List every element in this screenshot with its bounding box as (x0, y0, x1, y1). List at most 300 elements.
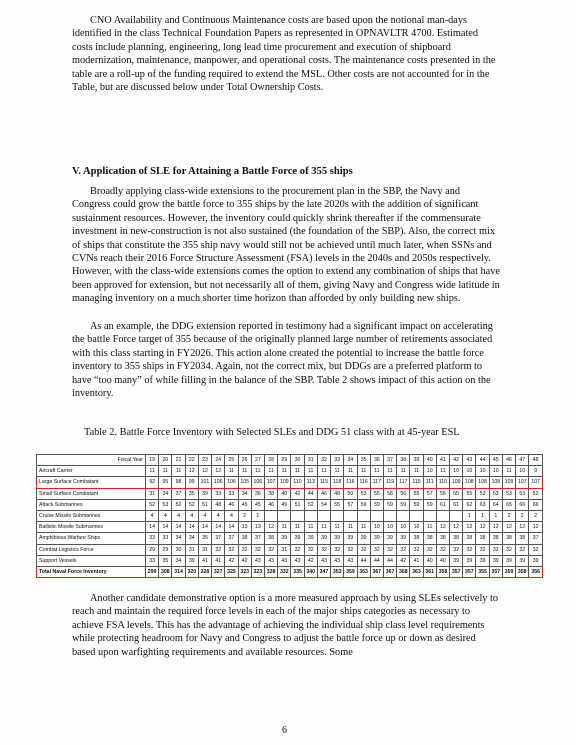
table-cell: 109 (278, 477, 291, 488)
year-header-cell: 40 (423, 455, 436, 466)
table-cell (344, 510, 357, 521)
table-cell: 33 (146, 555, 159, 566)
table-cell: 55 (331, 499, 344, 510)
year-header-cell: 44 (476, 455, 489, 466)
table-cell: 40 (278, 488, 291, 499)
table-cell: 359 (344, 566, 357, 577)
table-cell: 53 (476, 488, 489, 499)
table-cell: 356 (529, 566, 543, 577)
table-cell: 355 (476, 566, 489, 577)
table-cell: 113 (304, 477, 317, 488)
table-cell: 11 (357, 466, 370, 477)
year-header-cell: 36 (370, 455, 383, 466)
table-cell: 11 (159, 466, 172, 477)
table-cell: 327 (212, 566, 225, 577)
table-cell: 39 (529, 555, 543, 566)
table-row (37, 477, 543, 488)
table-cell: 38 (489, 533, 502, 544)
table-cell: 33 (212, 488, 225, 499)
table-cell: 61 (450, 499, 463, 510)
table-header-row (37, 455, 543, 466)
table-cell: 106 (225, 477, 238, 488)
table-cell: 39 (502, 555, 515, 566)
table-caption: Table 2. Battle Force Inventory with Selected SLEs and DDG 51 class with at 45-year ESL (84, 427, 460, 438)
table-cell: 14 (198, 522, 211, 533)
table-cell: 357 (463, 566, 476, 577)
table-cell (410, 510, 423, 521)
year-header-cell: 29 (278, 455, 291, 466)
table-cell: 11 (331, 522, 344, 533)
table-cell: 1 (463, 510, 476, 521)
table-cell: 39 (317, 533, 330, 544)
table-cell: 12 (212, 466, 225, 477)
year-header-cell: 42 (450, 455, 463, 466)
table-cell: 32 (304, 544, 317, 555)
table-cell: 59 (383, 499, 396, 510)
table-cell: 335 (291, 566, 304, 577)
table-row (37, 533, 543, 544)
table-cell: 46 (264, 499, 277, 510)
table-cell: 40 (436, 555, 449, 566)
table-cell: 358 (436, 566, 449, 577)
table-cell: 39 (357, 533, 370, 544)
table-cell: 55 (410, 488, 423, 499)
year-header-cell: 19 (146, 455, 159, 466)
table-cell: 357 (450, 566, 463, 577)
year-header-cell: 47 (516, 455, 529, 466)
table-cell: 363 (357, 566, 370, 577)
table-cell (291, 510, 304, 521)
table-cell: 11 (278, 522, 291, 533)
table-cell: 48 (212, 499, 225, 510)
table-cell: 108 (463, 477, 476, 488)
table-cell: 46 (317, 488, 330, 499)
table-cell: 13 (251, 522, 264, 533)
table-cell: 43 (278, 555, 291, 566)
table-cell: 53 (357, 488, 370, 499)
table-cell: 32 (529, 544, 543, 555)
table-cell: 11 (331, 466, 344, 477)
table-cell: 32 (436, 544, 449, 555)
table-cell: 59 (357, 499, 370, 510)
table-cell: 4 (159, 510, 172, 521)
table-cell: 42 (397, 555, 410, 566)
table-cell: 39 (291, 533, 304, 544)
table-cell: 46 (225, 499, 238, 510)
table-cell: 44 (383, 555, 396, 566)
table-cell: 50 (344, 488, 357, 499)
table-cell: 43 (291, 555, 304, 566)
table-cell: 357 (489, 566, 502, 577)
table-cell: 11 (410, 466, 423, 477)
table-cell: 359 (502, 566, 515, 577)
table-cell: 37 (225, 533, 238, 544)
table-cell: 12 (264, 522, 277, 533)
table-cell: 35 (159, 555, 172, 566)
year-header-cell: 46 (502, 455, 515, 466)
year-header-cell: 35 (357, 455, 370, 466)
row-label: Aircraft Carrier (37, 466, 146, 477)
table-cell: 32 (463, 544, 476, 555)
table-cell: 11 (264, 466, 277, 477)
table-cell: 332 (278, 566, 291, 577)
table-cell: 367 (370, 566, 383, 577)
table-cell: 37 (529, 533, 543, 544)
table-cell: 11 (357, 522, 370, 533)
table-cell: 55 (370, 488, 383, 499)
table-cell: 108 (476, 477, 489, 488)
year-header-cell: 45 (489, 455, 502, 466)
table-cell (450, 510, 463, 521)
table-cell: 323 (238, 566, 251, 577)
table-cell: 12 (450, 522, 463, 533)
table-cell: 105 (238, 477, 251, 488)
table-body (37, 455, 543, 578)
table-cell: 101 (198, 477, 211, 488)
row-label: Ballistic Missile Submarines (37, 522, 146, 533)
table-cell: 63 (476, 499, 489, 510)
table-cell: 65 (502, 499, 515, 510)
year-header-cell: 24 (212, 455, 225, 466)
table-cell (436, 510, 449, 521)
table-cell: 42 (225, 555, 238, 566)
table-cell: 9 (529, 466, 543, 477)
year-header-cell: 21 (172, 455, 185, 466)
table-cell: 12 (436, 522, 449, 533)
table-row (37, 544, 543, 555)
table-cell: 4 (172, 510, 185, 521)
row-label: Cruise Missile Submarines (37, 510, 146, 521)
paragraph-measured-approach: Another candidate demonstrative option is a more measured approach by using SLEs selectively to reach and maintain the required force levels in each of the major ships categories as necessary to achieve FSA levels. This has the advantage of achieving the individual ship class level requirements while protecting headroom for Navy and Congress to adjust the battle force up or down as desired based upon warfighting requirements and available resources. Some (72, 593, 499, 658)
table-cell (304, 510, 317, 521)
table-cell: 10 (489, 466, 502, 477)
table-cell: 66 (529, 499, 543, 510)
table-cell: 57 (344, 499, 357, 510)
table-cell: 107 (516, 477, 529, 488)
table-cell: 40 (423, 555, 436, 566)
table-cell: 42 (291, 488, 304, 499)
table-cell: 34 (185, 533, 198, 544)
table-row (37, 499, 543, 510)
table-cell: 11 (383, 466, 396, 477)
table-cell: 106 (212, 477, 225, 488)
table-cell: 38 (264, 488, 277, 499)
table-cell: 4 (185, 510, 198, 521)
table-cell: 108 (489, 477, 502, 488)
table-cell: 43 (317, 555, 330, 566)
table-cell: 38 (264, 533, 277, 544)
table-cell: 34 (238, 488, 251, 499)
table-cell: 14 (225, 522, 238, 533)
table-cell: 10 (397, 522, 410, 533)
table-cell: 59 (397, 499, 410, 510)
table-cell: 109 (502, 477, 515, 488)
table-cell: 59 (410, 499, 423, 510)
table-cell: 38 (450, 533, 463, 544)
table-cell: 11 (344, 522, 357, 533)
table-cell: 10 (463, 466, 476, 477)
table-cell: 118 (331, 477, 344, 488)
table-cell: 11 (146, 466, 159, 477)
table-cell: 42 (304, 555, 317, 566)
table-cell: 32 (331, 544, 344, 555)
table-cell: 43 (251, 555, 264, 566)
header-label: Fiscal Year (37, 455, 146, 466)
table-cell: 11 (278, 466, 291, 477)
year-header-cell: 32 (317, 455, 330, 466)
table-cell (331, 510, 344, 521)
section-heading: V. Application of SLE for Attaining a Battle Force of 355 ships (72, 166, 353, 177)
table-cell: 32 (423, 544, 436, 555)
table-cell: 52 (172, 499, 185, 510)
table-cell: 39 (476, 555, 489, 566)
table-cell: 11 (172, 466, 185, 477)
table-cell: 39 (331, 533, 344, 544)
table-cell: 106 (251, 477, 264, 488)
year-header-cell: 26 (238, 455, 251, 466)
table-cell: 45 (251, 499, 264, 510)
table-cell: 39 (185, 555, 198, 566)
table-cell: 56 (436, 488, 449, 499)
table-cell: 11 (317, 466, 330, 477)
table-cell: 39 (304, 533, 317, 544)
table-cell: 328 (198, 566, 211, 577)
table-cell: 52 (304, 499, 317, 510)
table-cell: 11 (502, 466, 515, 477)
table-cell: 39 (370, 533, 383, 544)
table-cell: 12 (463, 522, 476, 533)
table-cell: 12 (529, 522, 543, 533)
table-cell: 32 (450, 544, 463, 555)
table-cell: 4 (198, 510, 211, 521)
table-cell: 2 (529, 510, 543, 521)
table-cell: 44 (357, 555, 370, 566)
table-row (37, 466, 543, 477)
table-cell: 11 (436, 466, 449, 477)
table-cell: 33 (146, 533, 159, 544)
year-header-cell: 43 (463, 455, 476, 466)
table-cell: 39 (344, 533, 357, 544)
table-cell: 12 (185, 466, 198, 477)
table-cell: 66 (516, 499, 529, 510)
paragraph-maintenance-costs: CNO Availability and Continuous Maintenance costs are based upon the notional man-days identified in the class Technical Foundation Papers as represented in OPNAVLTR 4700. Estimated costs include planning, engineering, long lead time procurement and execution of shipboard modernization, maintenance, manpower, and operational costs. The maintenance costs presented in the table are a roll-up of the funding required to extend the MSL. Other costs are not accounted for in the Table, but are discussed below under Total Ownership Costs. (72, 15, 496, 94)
table-cell: 32 (410, 544, 423, 555)
table-cell: 14 (159, 522, 172, 533)
table-cell: 14 (146, 522, 159, 533)
table-cell: 32 (357, 544, 370, 555)
table-cell: 32 (370, 544, 383, 555)
table-cell: 53 (516, 488, 529, 499)
table-cell: 368 (397, 566, 410, 577)
row-label: Small Surface Combatant (37, 488, 146, 499)
table-cell: 51 (198, 499, 211, 510)
table-cell: 44 (304, 488, 317, 499)
table-cell: 367 (383, 566, 396, 577)
table-cell: 308 (159, 566, 172, 577)
table-cell: 29 (159, 544, 172, 555)
table-row (37, 488, 543, 499)
row-label: Support Vessels (37, 555, 146, 566)
table-cell: 10 (383, 522, 396, 533)
row-label: Combat Logistics Force (37, 544, 146, 555)
year-header-cell: 37 (383, 455, 396, 466)
table-cell: 38 (516, 533, 529, 544)
table-cell: 55 (450, 488, 463, 499)
year-header-cell: 34 (344, 455, 357, 466)
table-cell: 31 (146, 488, 159, 499)
table-cell: 117 (370, 477, 383, 488)
table-cell (423, 510, 436, 521)
table-cell: 39 (450, 555, 463, 566)
table-cell (383, 510, 396, 521)
row-label: Large Surface Combatant (37, 477, 146, 488)
table-cell: 34 (172, 533, 185, 544)
table-cell: 13 (238, 522, 251, 533)
table-cell: 51 (291, 499, 304, 510)
table-cell: 29 (146, 544, 159, 555)
table-cell: 111 (423, 477, 436, 488)
table-cell: 14 (212, 522, 225, 533)
table-cell: 49 (278, 499, 291, 510)
table-cell: 39 (278, 533, 291, 544)
table-cell: 32 (264, 544, 277, 555)
table-cell: 10 (423, 466, 436, 477)
table-cell: 92 (146, 477, 159, 488)
table-cell: 31 (198, 544, 211, 555)
table-cell: 328 (264, 566, 277, 577)
table-cell: 353 (331, 566, 344, 577)
table-cell: 41 (198, 555, 211, 566)
table-cell: 32 (238, 544, 251, 555)
table-cell: 41 (410, 555, 423, 566)
paragraph-class-wide-extensions: Broadly applying class-wide extensions to the procurement plan in the SBP, the Navy and Congress could grow the battle force to 355 ships by the late 2020s with the addition of significant sustainment resources. However, the inventory could quickly shrink thereafter if the commensurate investment in new-construction is not also sustained (the foundation of the SBP). Also, the correct mix of ships that constitute the 355 ship navy would still not be achieved until much later, when SSNs and CVNs reach their 2016 Force Structure Assessment (FSA) levels in the 2040s and 2050s respectively. However, with the class-wide extensions comes the option to extend any combination of ships that have been approved for extension, but not necessarily all of them, giving Navy and Congress wide latitude in managing inventory on a much shorter time horizon than afforded by only building new ships. (72, 186, 500, 305)
table-cell: 39 (489, 555, 502, 566)
table-cell: 361 (423, 566, 436, 577)
year-header-cell: 20 (159, 455, 172, 466)
table-cell: 38 (476, 533, 489, 544)
table-cell: 56 (383, 488, 396, 499)
table-cell: 32 (476, 544, 489, 555)
table-cell: 4 (212, 510, 225, 521)
table-cell: 14 (185, 522, 198, 533)
table-cell: 11 (397, 466, 410, 477)
table-cell: 32 (344, 544, 357, 555)
table-cell: 38 (502, 533, 515, 544)
table-cell: 325 (225, 566, 238, 577)
table-cell: 37 (172, 488, 185, 499)
paragraph-ddg-extension: As an example, the DDG extension reported in testimony had a significant impact on accelerating the battle Force target of 355 because of the originally planned large number of retirements associated with this class starting in FY2026. This action alone created the potential to increase the battle force inventory to 355 ships in FY2034. Again, not the correct mix, but DDGs are a preferred platform to have “too many” of while filling in the balance of the SBP. Table 2 shows impact of this action on the inventory. (72, 321, 493, 400)
table-cell: 36 (251, 488, 264, 499)
table-cell: 107 (529, 477, 543, 488)
table-cell: 37 (212, 533, 225, 544)
table-cell: 119 (383, 477, 396, 488)
table-cell: 10 (370, 522, 383, 533)
table-cell: 37 (251, 533, 264, 544)
year-header-cell: 23 (198, 455, 211, 466)
table-cell (357, 510, 370, 521)
table-cell: 39 (516, 555, 529, 566)
table-cell: 363 (410, 566, 423, 577)
table-cell (317, 510, 330, 521)
table-cell (278, 510, 291, 521)
table-cell: 115 (410, 477, 423, 488)
table-cell: 34 (159, 488, 172, 499)
table-cell: 55 (463, 488, 476, 499)
table-cell: 10 (450, 466, 463, 477)
year-header-cell: 22 (185, 455, 198, 466)
table-cell: 35 (198, 533, 211, 544)
table-cell: 52 (146, 499, 159, 510)
table-cell: 11 (304, 522, 317, 533)
table-cell: 43 (331, 555, 344, 566)
year-header-cell: 39 (410, 455, 423, 466)
table-cell: 48 (331, 488, 344, 499)
table-cell: 53 (159, 499, 172, 510)
table-cell: 1 (476, 510, 489, 521)
table-cell: 2 (516, 510, 529, 521)
table-cell: 32 (397, 544, 410, 555)
table-cell: 116 (357, 477, 370, 488)
table-cell: 32 (225, 544, 238, 555)
table-cell: 12 (476, 522, 489, 533)
table-cell: 32 (317, 544, 330, 555)
year-header-cell: 27 (251, 455, 264, 466)
table-cell: 12 (489, 522, 502, 533)
table-cell: 117 (397, 477, 410, 488)
table-cell: 57 (423, 488, 436, 499)
table-cell: 62 (463, 499, 476, 510)
year-header-cell: 28 (264, 455, 277, 466)
table-cell: 11 (317, 522, 330, 533)
table-cell: 11 (225, 466, 238, 477)
battle-force-inventory-table (36, 454, 543, 578)
table-cell: 11 (304, 466, 317, 477)
table-cell: 38 (238, 533, 251, 544)
table-cell: 115 (317, 477, 330, 488)
table-cell: 43 (344, 555, 357, 566)
table-cell: 32 (383, 544, 396, 555)
table-cell: 2 (238, 510, 251, 521)
table-cell: 31 (185, 544, 198, 555)
table-cell: 39 (397, 533, 410, 544)
page-number: 6 (282, 725, 287, 736)
year-header-cell: 38 (397, 455, 410, 466)
table-cell: 10 (410, 522, 423, 533)
year-header-cell: 33 (331, 455, 344, 466)
table-cell: 39 (383, 533, 396, 544)
table-cell: 59 (423, 499, 436, 510)
table-cell: 110 (436, 477, 449, 488)
table-cell: 11 (344, 466, 357, 477)
table-cell: 59 (370, 499, 383, 510)
table-cell: 53 (489, 488, 502, 499)
table-cell: 31 (278, 544, 291, 555)
table-cell: 41 (212, 555, 225, 566)
table-cell: 38 (410, 533, 423, 544)
table-cell: 33 (225, 488, 238, 499)
table-cell: 314 (172, 566, 185, 577)
table-cell: 1 (251, 510, 264, 521)
table-cell: 11 (251, 466, 264, 477)
table-cell: 10 (476, 466, 489, 477)
table-cell: 4 (225, 510, 238, 521)
table-cell: 107 (264, 477, 277, 488)
table-cell (397, 510, 410, 521)
table-cell: 110 (291, 477, 304, 488)
table-cell: 56 (397, 488, 410, 499)
year-header-cell: 41 (436, 455, 449, 466)
table-cell: 109 (450, 477, 463, 488)
